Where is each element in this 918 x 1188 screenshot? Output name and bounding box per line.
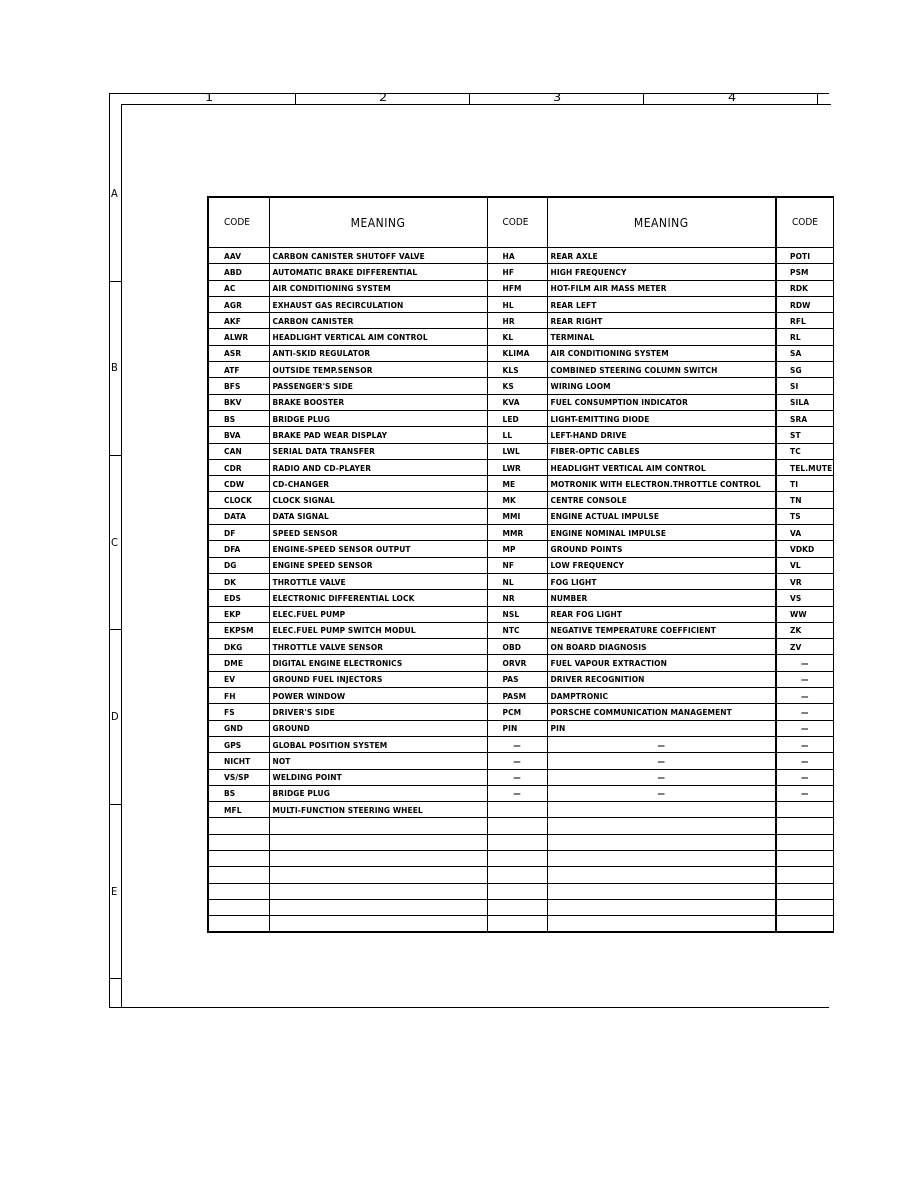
table-row bbox=[208, 606, 833, 622]
meaning-cell bbox=[547, 818, 776, 834]
code-cell: DATA bbox=[208, 508, 269, 524]
meaning-cell: PORSCHE COMMUNICATION MANAGEMENT bbox=[547, 704, 776, 720]
code-cell: AC bbox=[208, 280, 269, 296]
table-row bbox=[208, 443, 833, 459]
row-divider bbox=[109, 629, 121, 630]
code-cell: NR bbox=[487, 590, 547, 606]
table-row bbox=[208, 248, 833, 264]
meaning-cell: NUMBER bbox=[547, 590, 776, 606]
meaning-cell: ANTI-SKID REGULATOR bbox=[269, 345, 487, 361]
code-cell: BS bbox=[208, 785, 269, 801]
meaning-cell bbox=[269, 899, 487, 915]
meaning-cell: HEADLIGHT VERTICAL AIM CONTROL bbox=[269, 329, 487, 345]
code-cell bbox=[487, 899, 547, 915]
meaning-cell: MULTI-FUNCTION STEERING WHEEL bbox=[269, 802, 487, 818]
code-cell bbox=[776, 802, 833, 818]
code-cell bbox=[776, 899, 833, 915]
code-cell: NSL bbox=[487, 606, 547, 622]
table-row bbox=[208, 655, 833, 671]
code-cell: BFS bbox=[208, 378, 269, 394]
code-cell bbox=[208, 899, 269, 915]
meaning-cell: BRAKE PAD WEAR DISPLAY bbox=[269, 427, 487, 443]
table-row bbox=[208, 671, 833, 687]
code-cell: FS bbox=[208, 704, 269, 720]
meaning-cell bbox=[547, 916, 776, 933]
code-cell: SRA bbox=[776, 410, 833, 426]
code-cell bbox=[776, 818, 833, 834]
code-cell: — bbox=[776, 671, 833, 687]
code-cell bbox=[776, 850, 833, 866]
meaning-cell: — bbox=[547, 785, 776, 801]
code-cell bbox=[776, 883, 833, 899]
code-cell: — bbox=[776, 769, 833, 785]
code-cell: ZK bbox=[776, 622, 833, 638]
meaning-cell: SERIAL DATA TRANSFER bbox=[269, 443, 487, 459]
code-cell: PCM bbox=[487, 704, 547, 720]
meaning-cell: ELEC.FUEL PUMP bbox=[269, 606, 487, 622]
meaning-cell: — bbox=[547, 736, 776, 752]
meaning-cell: NEGATIVE TEMPERATURE COEFFICIENT bbox=[547, 622, 776, 638]
table-row bbox=[208, 622, 833, 638]
meaning-cell: ENGINE ACTUAL IMPULSE bbox=[547, 508, 776, 524]
meaning-cell: CLOCK SIGNAL bbox=[269, 492, 487, 508]
table-row bbox=[208, 867, 833, 883]
code-cell: EDS bbox=[208, 590, 269, 606]
code-cell: HFM bbox=[487, 280, 547, 296]
meaning-cell: COMBINED STEERING COLUMN SWITCH bbox=[547, 362, 776, 378]
code-cell: VDKD bbox=[776, 541, 833, 557]
code-cell: NL bbox=[487, 573, 547, 589]
code-cell: CLOCK bbox=[208, 492, 269, 508]
code-cell: DFA bbox=[208, 541, 269, 557]
code-cell bbox=[776, 867, 833, 883]
meaning-cell: BRAKE BOOSTER bbox=[269, 394, 487, 410]
meaning-cell: HEADLIGHT VERTICAL AIM CONTROL bbox=[547, 459, 776, 475]
meaning-cell: ENGINE-SPEED SENSOR OUTPUT bbox=[269, 541, 487, 557]
table-row bbox=[208, 916, 833, 933]
code-cell: NF bbox=[487, 557, 547, 573]
header-code: CODE bbox=[487, 197, 547, 248]
table-row bbox=[208, 459, 833, 475]
meaning-cell: DATA SIGNAL bbox=[269, 508, 487, 524]
abbreviation-table bbox=[207, 196, 834, 933]
code-cell: HF bbox=[487, 264, 547, 280]
code-cell: PASM bbox=[487, 688, 547, 704]
code-cell: — bbox=[776, 736, 833, 752]
meaning-cell bbox=[269, 867, 487, 883]
meaning-cell: REAR RIGHT bbox=[547, 313, 776, 329]
code-cell bbox=[208, 916, 269, 933]
code-cell bbox=[208, 850, 269, 866]
code-cell: — bbox=[776, 704, 833, 720]
table-row bbox=[208, 525, 833, 541]
meaning-cell: DAMPTRONIC bbox=[547, 688, 776, 704]
code-cell: — bbox=[487, 769, 547, 785]
meaning-cell: BRIDGE PLUG bbox=[269, 410, 487, 426]
meaning-cell bbox=[269, 850, 487, 866]
meaning-cell bbox=[547, 867, 776, 883]
code-cell bbox=[487, 850, 547, 866]
meaning-cell: TERMINAL bbox=[547, 329, 776, 345]
table-row bbox=[208, 410, 833, 426]
code-cell bbox=[487, 916, 547, 933]
table-row bbox=[208, 378, 833, 394]
code-cell bbox=[487, 883, 547, 899]
table-row bbox=[208, 362, 833, 378]
meaning-cell: FIBER-OPTIC CABLES bbox=[547, 443, 776, 459]
code-cell: RL bbox=[776, 329, 833, 345]
column-divider bbox=[295, 93, 296, 104]
header-code: CODE bbox=[208, 197, 269, 248]
code-cell: PAS bbox=[487, 671, 547, 687]
table-row bbox=[208, 557, 833, 573]
meaning-cell: OUTSIDE TEMP.SENSOR bbox=[269, 362, 487, 378]
table-row bbox=[208, 394, 833, 410]
row-letter-b: B bbox=[111, 361, 118, 374]
code-cell: — bbox=[776, 688, 833, 704]
meaning-cell: DRIVER RECOGNITION bbox=[547, 671, 776, 687]
table-row bbox=[208, 834, 833, 850]
meaning-cell: FUEL VAPOUR EXTRACTION bbox=[547, 655, 776, 671]
meaning-cell: CARBON CANISTER SHUTOFF VALVE bbox=[269, 248, 487, 264]
code-cell: — bbox=[776, 720, 833, 736]
code-cell: HR bbox=[487, 313, 547, 329]
code-cell bbox=[487, 834, 547, 850]
code-cell: TS bbox=[776, 508, 833, 524]
meaning-cell: ON BOARD DIAGNOSIS bbox=[547, 639, 776, 655]
code-cell: SILA bbox=[776, 394, 833, 410]
meaning-cell: HOT-FILM AIR MASS METER bbox=[547, 280, 776, 296]
table-row bbox=[208, 736, 833, 752]
row-divider bbox=[109, 281, 121, 282]
meaning-cell: LEFT-HAND DRIVE bbox=[547, 427, 776, 443]
row-divider bbox=[109, 804, 121, 805]
meaning-cell: ENGINE SPEED SENSOR bbox=[269, 557, 487, 573]
meaning-cell: AIR CONDITIONING SYSTEM bbox=[269, 280, 487, 296]
code-cell: KLIMA bbox=[487, 345, 547, 361]
code-cell: ABD bbox=[208, 264, 269, 280]
row-divider bbox=[109, 978, 121, 979]
code-cell: ALWR bbox=[208, 329, 269, 345]
code-cell: VA bbox=[776, 525, 833, 541]
table-header-row bbox=[208, 197, 833, 248]
header-meaning: MEANING bbox=[547, 197, 776, 248]
meaning-cell: ELECTRONIC DIFFERENTIAL LOCK bbox=[269, 590, 487, 606]
table-row bbox=[208, 899, 833, 915]
table-row bbox=[208, 883, 833, 899]
code-cell: LL bbox=[487, 427, 547, 443]
table-row bbox=[208, 769, 833, 785]
table-row bbox=[208, 688, 833, 704]
meaning-cell: THROTTLE VALVE SENSOR bbox=[269, 639, 487, 655]
code-cell: MFL bbox=[208, 802, 269, 818]
code-cell: TC bbox=[776, 443, 833, 459]
code-cell: ATF bbox=[208, 362, 269, 378]
code-cell bbox=[208, 818, 269, 834]
code-cell: — bbox=[776, 753, 833, 769]
code-cell: GND bbox=[208, 720, 269, 736]
table-row bbox=[208, 313, 833, 329]
code-cell: AKF bbox=[208, 313, 269, 329]
code-cell: MMI bbox=[487, 508, 547, 524]
meaning-cell: WELDING POINT bbox=[269, 769, 487, 785]
table-row bbox=[208, 590, 833, 606]
meaning-cell: PASSENGER'S SIDE bbox=[269, 378, 487, 394]
code-cell: DME bbox=[208, 655, 269, 671]
code-cell: PIN bbox=[487, 720, 547, 736]
meaning-cell: RADIO AND CD-PLAYER bbox=[269, 459, 487, 475]
meaning-cell bbox=[269, 834, 487, 850]
code-cell: TN bbox=[776, 492, 833, 508]
code-cell: SA bbox=[776, 345, 833, 361]
code-cell: LWL bbox=[487, 443, 547, 459]
row-letter-e: E bbox=[111, 885, 118, 898]
code-cell: CDR bbox=[208, 459, 269, 475]
code-cell: — bbox=[487, 753, 547, 769]
code-cell: AAV bbox=[208, 248, 269, 264]
table-row bbox=[208, 541, 833, 557]
code-cell: HL bbox=[487, 296, 547, 312]
meaning-cell: PIN bbox=[547, 720, 776, 736]
meaning-cell bbox=[269, 883, 487, 899]
meaning-cell: GROUND FUEL INJECTORS bbox=[269, 671, 487, 687]
header-meaning: MEANING bbox=[269, 197, 487, 248]
code-cell: MMR bbox=[487, 525, 547, 541]
table-row bbox=[208, 850, 833, 866]
meaning-cell: BRIDGE PLUG bbox=[269, 785, 487, 801]
meaning-cell: FOG LIGHT bbox=[547, 573, 776, 589]
meaning-cell bbox=[547, 883, 776, 899]
meaning-cell: — bbox=[547, 769, 776, 785]
code-cell: ME bbox=[487, 476, 547, 492]
meaning-cell: GROUND POINTS bbox=[547, 541, 776, 557]
code-cell: ORVR bbox=[487, 655, 547, 671]
code-cell: BVA bbox=[208, 427, 269, 443]
meaning-cell: REAR FOG LIGHT bbox=[547, 606, 776, 622]
meaning-cell: AIR CONDITIONING SYSTEM bbox=[547, 345, 776, 361]
code-cell: TI bbox=[776, 476, 833, 492]
meaning-cell: FUEL CONSUMPTION INDICATOR bbox=[547, 394, 776, 410]
code-cell: KS bbox=[487, 378, 547, 394]
code-cell: EKPSM bbox=[208, 622, 269, 638]
meaning-cell: WIRING LOOM bbox=[547, 378, 776, 394]
code-cell: EKP bbox=[208, 606, 269, 622]
code-cell bbox=[776, 916, 833, 933]
table-row bbox=[208, 639, 833, 655]
code-cell: VL bbox=[776, 557, 833, 573]
meaning-cell: THROTTLE VALVE bbox=[269, 573, 487, 589]
column-divider bbox=[643, 93, 644, 104]
code-cell: AGR bbox=[208, 296, 269, 312]
code-cell: RDK bbox=[776, 280, 833, 296]
code-cell: KLS bbox=[487, 362, 547, 378]
meaning-cell: LIGHT-EMITTING DIODE bbox=[547, 410, 776, 426]
code-cell: FH bbox=[208, 688, 269, 704]
table-row bbox=[208, 427, 833, 443]
code-cell bbox=[776, 834, 833, 850]
code-cell: SG bbox=[776, 362, 833, 378]
table-row bbox=[208, 704, 833, 720]
meaning-cell bbox=[269, 916, 487, 933]
code-cell: RDW bbox=[776, 296, 833, 312]
code-cell: — bbox=[487, 785, 547, 801]
table-row bbox=[208, 753, 833, 769]
meaning-cell: NOT bbox=[269, 753, 487, 769]
column-number-2: 2 bbox=[379, 91, 388, 104]
meaning-cell: HIGH FREQUENCY bbox=[547, 264, 776, 280]
meaning-cell: SPEED SENSOR bbox=[269, 525, 487, 541]
code-cell: — bbox=[487, 736, 547, 752]
meaning-cell: GLOBAL POSITION SYSTEM bbox=[269, 736, 487, 752]
code-cell bbox=[487, 867, 547, 883]
code-cell: BS bbox=[208, 410, 269, 426]
meaning-cell: CARBON CANISTER bbox=[269, 313, 487, 329]
column-divider bbox=[817, 93, 818, 104]
meaning-cell: — bbox=[547, 753, 776, 769]
code-cell: WW bbox=[776, 606, 833, 622]
meaning-cell: REAR AXLE bbox=[547, 248, 776, 264]
row-letter-c: C bbox=[111, 536, 118, 549]
code-cell: RFL bbox=[776, 313, 833, 329]
meaning-cell: ENGINE NOMINAL IMPULSE bbox=[547, 525, 776, 541]
table-row bbox=[208, 264, 833, 280]
code-cell bbox=[208, 867, 269, 883]
code-cell bbox=[208, 883, 269, 899]
code-cell: DG bbox=[208, 557, 269, 573]
code-cell: MP bbox=[487, 541, 547, 557]
row-letter-a: A bbox=[111, 187, 118, 200]
meaning-cell: CENTRE CONSOLE bbox=[547, 492, 776, 508]
code-cell: NTC bbox=[487, 622, 547, 638]
code-cell bbox=[487, 802, 547, 818]
meaning-cell: AUTOMATIC BRAKE DIFFERENTIAL bbox=[269, 264, 487, 280]
meaning-cell: GROUND bbox=[269, 720, 487, 736]
code-cell: VS/SP bbox=[208, 769, 269, 785]
code-cell: — bbox=[776, 785, 833, 801]
code-cell: HA bbox=[487, 248, 547, 264]
code-cell: ST bbox=[776, 427, 833, 443]
header-code: CODE bbox=[776, 197, 833, 248]
code-cell: KVA bbox=[487, 394, 547, 410]
code-cell: GPS bbox=[208, 736, 269, 752]
table-row bbox=[208, 280, 833, 296]
table-row bbox=[208, 492, 833, 508]
meaning-cell bbox=[547, 899, 776, 915]
column-divider bbox=[469, 93, 470, 104]
code-cell: LWR bbox=[487, 459, 547, 475]
meaning-cell bbox=[269, 818, 487, 834]
code-cell: OBD bbox=[487, 639, 547, 655]
meaning-cell: MOTRONIK WITH ELECTRON.THROTTLE CONTROL bbox=[547, 476, 776, 492]
code-cell: DF bbox=[208, 525, 269, 541]
meaning-cell bbox=[547, 802, 776, 818]
code-cell: DK bbox=[208, 573, 269, 589]
code-cell: BKV bbox=[208, 394, 269, 410]
code-cell bbox=[208, 834, 269, 850]
code-cell: VS bbox=[776, 590, 833, 606]
code-cell: MK bbox=[487, 492, 547, 508]
table-row bbox=[208, 785, 833, 801]
code-cell: TEL.MUTE bbox=[776, 459, 833, 475]
meaning-cell: REAR LEFT bbox=[547, 296, 776, 312]
meaning-cell: CD-CHANGER bbox=[269, 476, 487, 492]
row-divider bbox=[109, 455, 121, 456]
table-row bbox=[208, 573, 833, 589]
meaning-cell: DIGITAL ENGINE ELECTRONICS bbox=[269, 655, 487, 671]
table-row bbox=[208, 296, 833, 312]
meaning-cell: LOW FREQUENCY bbox=[547, 557, 776, 573]
meaning-cell: DRIVER'S SIDE bbox=[269, 704, 487, 720]
table-row bbox=[208, 818, 833, 834]
code-cell: LED bbox=[487, 410, 547, 426]
code-cell: CDW bbox=[208, 476, 269, 492]
code-cell: KL bbox=[487, 329, 547, 345]
table-row bbox=[208, 720, 833, 736]
code-cell: PSM bbox=[776, 264, 833, 280]
column-number-3: 3 bbox=[553, 91, 562, 104]
column-number-4: 4 bbox=[728, 91, 737, 104]
table-row bbox=[208, 476, 833, 492]
meaning-cell: EXHAUST GAS RECIRCULATION bbox=[269, 296, 487, 312]
meaning-cell: POWER WINDOW bbox=[269, 688, 487, 704]
meaning-cell: ELEC.FUEL PUMP SWITCH MODUL bbox=[269, 622, 487, 638]
table-row bbox=[208, 508, 833, 524]
code-cell bbox=[487, 818, 547, 834]
code-cell: — bbox=[776, 655, 833, 671]
table-row bbox=[208, 345, 833, 361]
code-cell: DKG bbox=[208, 639, 269, 655]
code-cell: EV bbox=[208, 671, 269, 687]
row-letter-d: D bbox=[111, 710, 119, 723]
code-cell: VR bbox=[776, 573, 833, 589]
code-cell: SI bbox=[776, 378, 833, 394]
meaning-cell bbox=[547, 850, 776, 866]
code-cell: ZV bbox=[776, 639, 833, 655]
table-row bbox=[208, 329, 833, 345]
table-row bbox=[208, 802, 833, 818]
code-cell: ASR bbox=[208, 345, 269, 361]
code-cell: NICHT bbox=[208, 753, 269, 769]
column-number-1: 1 bbox=[205, 91, 214, 104]
meaning-cell bbox=[547, 834, 776, 850]
code-cell: CAN bbox=[208, 443, 269, 459]
code-cell: POTI bbox=[776, 248, 833, 264]
